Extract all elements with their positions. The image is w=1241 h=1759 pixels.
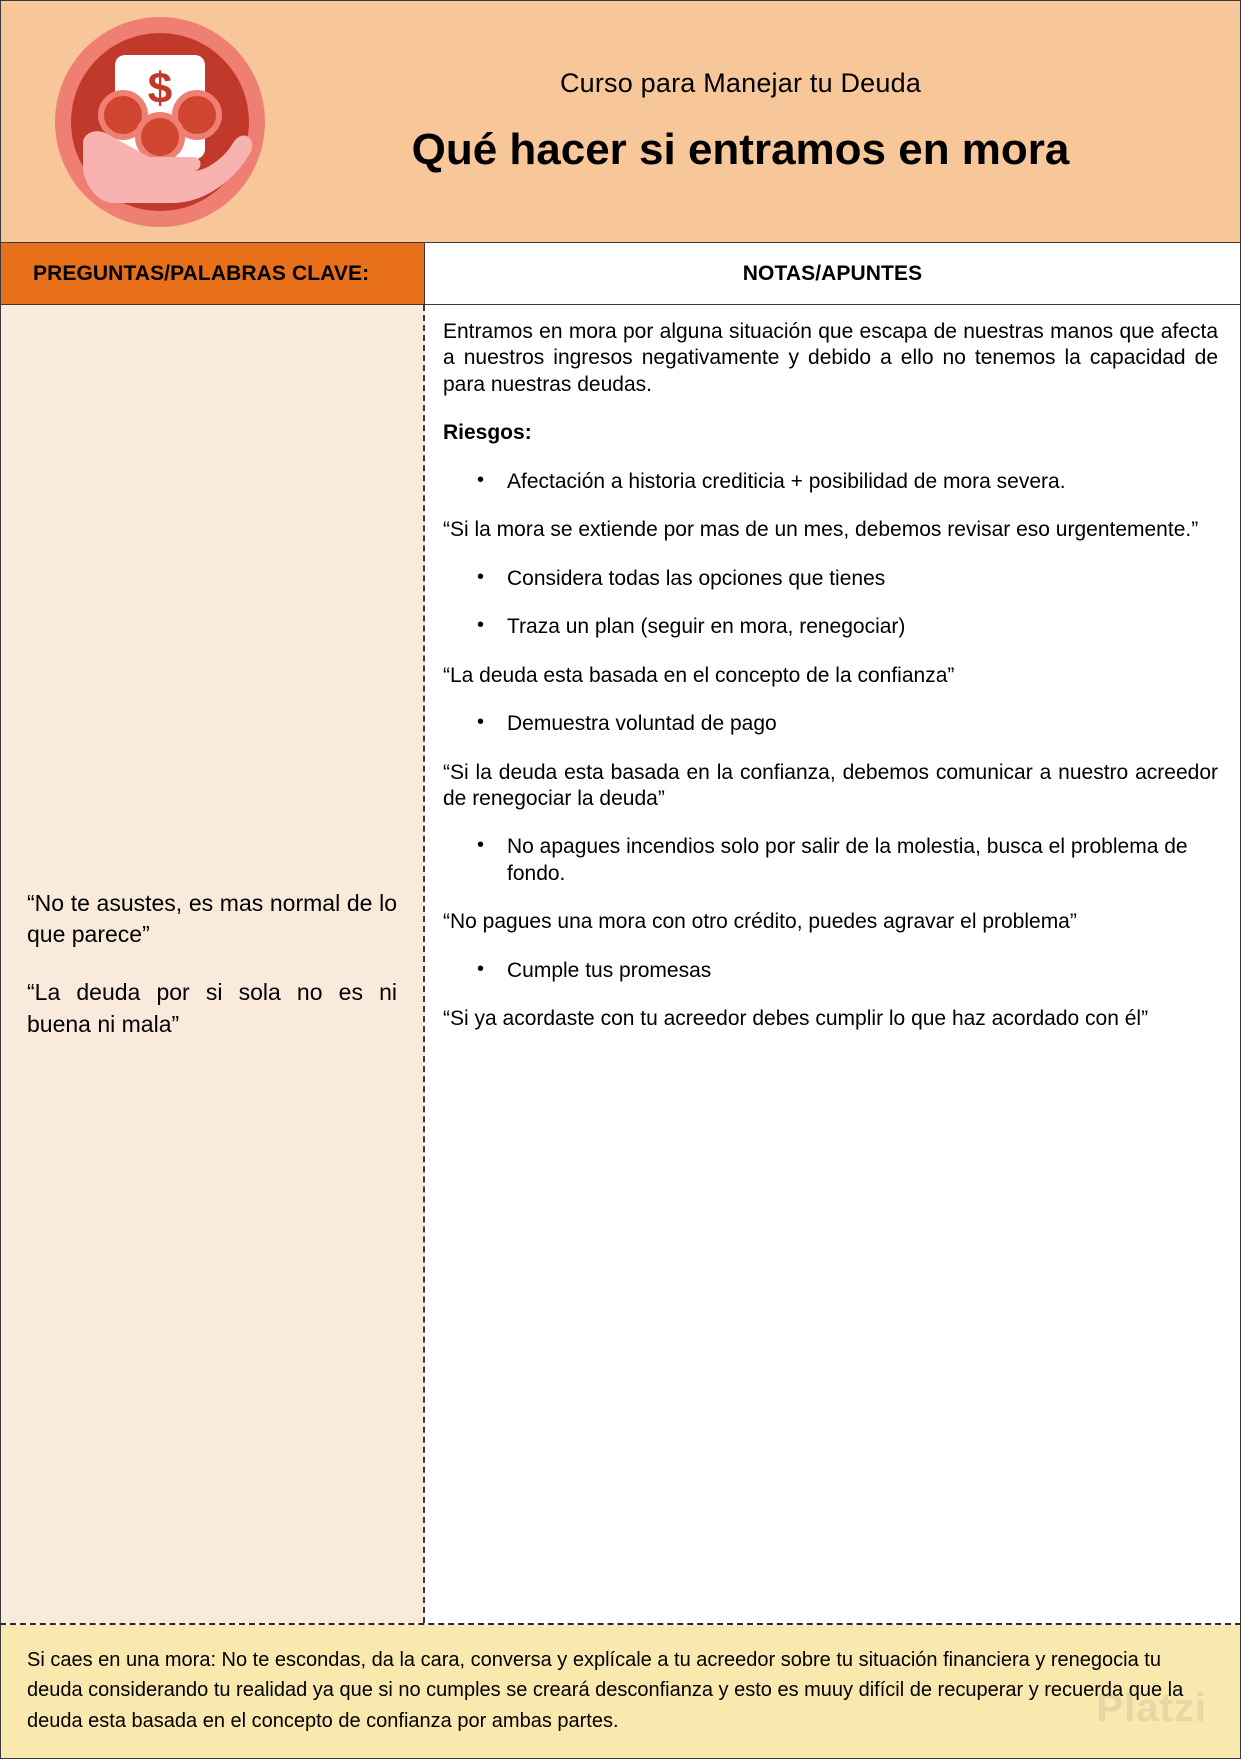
summary-section — [0, 1625, 1241, 1759]
column-header-row — [0, 243, 1241, 305]
list-item: • Afectación a historia crediticia + posibilidad de mora severa. — [507, 469, 1218, 495]
notes-bullet-list-1 — [443, 469, 1218, 495]
summary-text: Si caes en una mora: No te escondas, da la cara, conversa y explícale a tu acreedor sobre tu situación financiera y renegocia tu deuda considerando tu realidad ya que si no cumples se creará desconfianza y esto es muuy difícil de recuperar y recuerda que la deuda esta basada en el concepto de confianza por ambas partes. — [27, 1649, 1184, 1732]
header-text-block — [301, 68, 1240, 175]
cue-column-header — [1, 243, 425, 304]
page-title: Qué hacer si entramos en mora — [411, 125, 1070, 174]
notes-quote-2: “La deuda esta basada en el concepto de la confianza” — [443, 663, 955, 687]
cue-quote-1: “No te asustes, es mas normal de lo que parece” — [27, 889, 397, 948]
notes-risks-heading: Riesgos: — [443, 421, 532, 445]
logo-container — [1, 15, 301, 229]
list-item: • No apagues incendios solo por salir de la molestia, busca el problema de fondo. — [507, 834, 1218, 887]
notes-quote-5: “Si ya acordaste con tu acreedor debes cumplir lo que haz acordado con él” — [443, 1007, 1149, 1031]
notes-body-row — [0, 305, 1241, 1625]
notes-bullet-list-2 — [443, 566, 1218, 592]
cue-quote-2: “La deuda por si sola no es ni buena ni mala” — [27, 979, 397, 1037]
notes-column-header-label: NOTAS/APUNTES — [742, 261, 923, 285]
notes-intro-paragraph: Entramos en mora por alguna situación que escapa de nuestras manos que afecta a nuestros ingresos negativamente y debido a ello no tenemos la capacidad de para nuestras deudas. — [443, 320, 1218, 396]
notes-quote-4: “No pagues una mora con otro crédito, puedes agravar el problema” — [443, 910, 1077, 934]
list-item: • Considera todas las opciones que tienes — [507, 566, 1218, 592]
hand-holding-money-icon — [53, 15, 267, 229]
notes-bullet-list-3 — [443, 614, 1218, 640]
header-banner — [0, 0, 1241, 243]
list-item: • Cumple tus promesas — [507, 958, 1218, 984]
notes-quote-1: “Si la mora se extiende por mas de un mes, debemos revisar eso urgentemente.” — [443, 518, 1199, 542]
notes-bullet-list-4 — [443, 711, 1218, 737]
notes-column-header — [425, 243, 1240, 304]
list-item: • Demuestra voluntad de pago — [507, 711, 1218, 737]
cue-column-header-label: PREGUNTAS/PALABRAS CLAVE: — [33, 261, 370, 285]
notes-bullet-list-6 — [443, 958, 1218, 984]
course-label: Curso para Manejar tu Deuda — [559, 68, 922, 98]
notes-bullet-list-5 — [443, 834, 1218, 887]
cue-column — [1, 305, 425, 1623]
svg-text:$: $ — [147, 63, 173, 113]
notes-quote-3: “Si la deuda esta basada en la confianza, debemos comunicar a nuestro acreedor de renegociar la deuda” — [443, 760, 1218, 810]
notes-column — [425, 305, 1240, 1623]
list-item: • Traza un plan (seguir en mora, renegociar) — [507, 614, 1218, 640]
